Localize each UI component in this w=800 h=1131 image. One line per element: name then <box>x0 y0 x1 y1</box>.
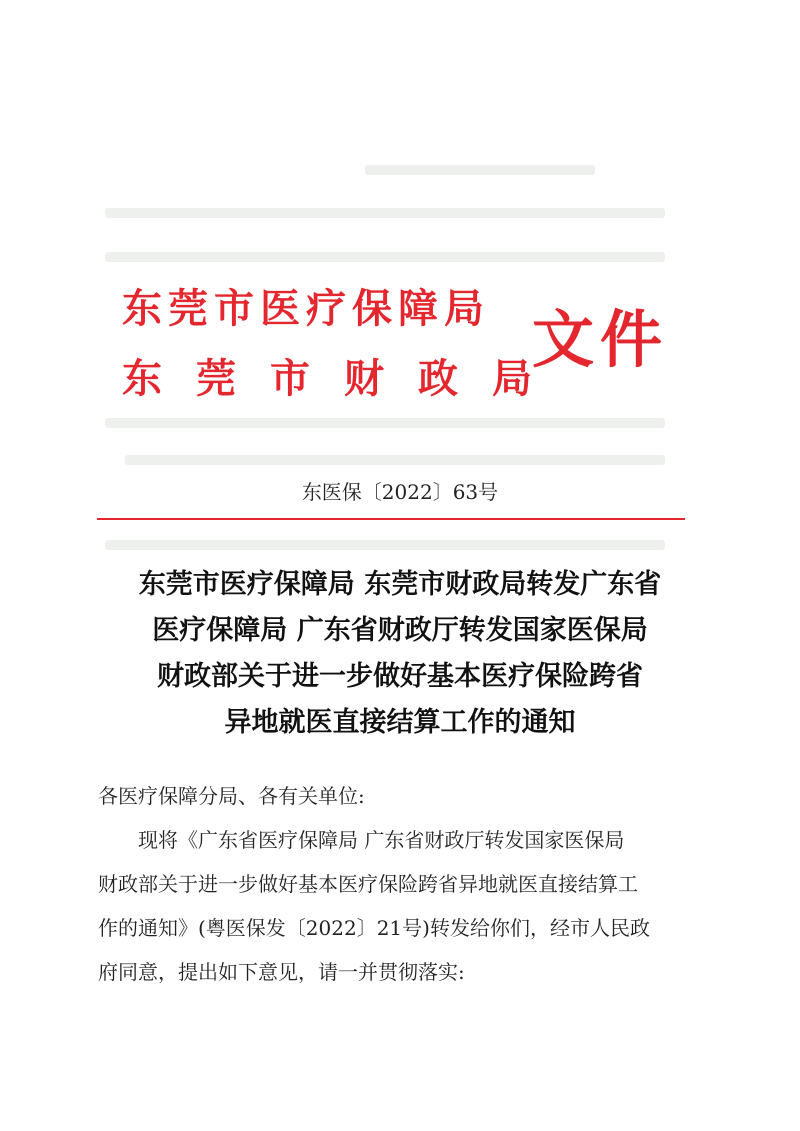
agency-name-1: 东莞市医疗保障局 <box>122 285 490 332</box>
title-line: 财政部关于进一步做好基本医疗保险跨省 <box>157 661 643 692</box>
show-through-mark <box>105 418 665 428</box>
body-line: 府同意，提出如下意见，请一并贯彻落实: <box>98 960 465 984</box>
agency-name-2: 东莞市财政局 <box>122 355 566 402</box>
body-line: 财政部关于进一步做好基本医疗保险跨省异地就医直接结算工 <box>98 872 638 896</box>
title-line: 东莞市医疗保障局 东莞市财政局转发广东省 <box>138 569 662 600</box>
show-through-mark <box>105 208 665 218</box>
salutation: 各医疗保障分局、各有关单位: <box>98 784 365 808</box>
body-line: 现将《广东省医疗保障局 广东省财政厅转发国家医保局 <box>138 828 625 852</box>
show-through-mark <box>105 540 665 550</box>
red-divider <box>97 518 685 520</box>
document-number: 东医保〔2022〕63号 <box>301 480 499 504</box>
title-line: 异地就医直接结算工作的通知 <box>224 707 576 738</box>
show-through-mark <box>365 165 595 175</box>
body-paragraph <box>98 818 698 994</box>
title-line: 医疗保障局 广东省财政厅转发国家医保局 <box>152 615 648 646</box>
show-through-mark <box>105 252 665 262</box>
body-line: 作的通知》(粤医保发〔2022〕21号)转发给你们，经市人民政 <box>98 916 650 940</box>
show-through-mark <box>125 455 665 465</box>
document-title <box>0 562 800 746</box>
issuing-agencies-header <box>122 275 682 415</box>
document-word: 文件 <box>532 303 669 376</box>
